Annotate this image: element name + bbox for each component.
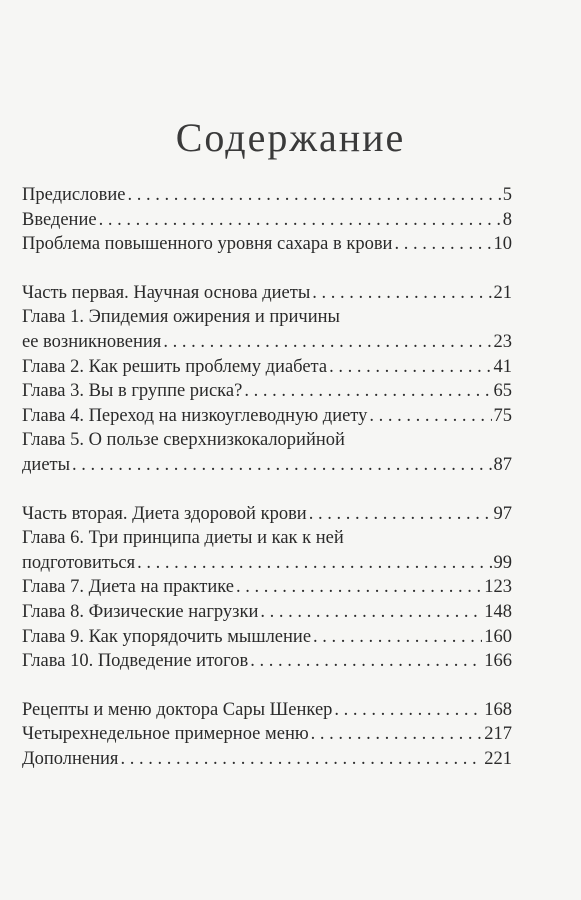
group-spacer: [22, 257, 512, 281]
toc-entry-first-line[interactable]: Глава 6. Три принципа диеты и как к ней: [22, 528, 344, 549]
toc-entry-page: 99: [493, 552, 512, 573]
toc-group: [22, 698, 512, 772]
toc-entry[interactable]: [22, 379, 512, 404]
toc-entry-page: 8: [502, 209, 512, 230]
toc-entry[interactable]: [22, 625, 512, 650]
toc-entry-page: 21: [493, 282, 512, 303]
toc-entry-first-line[interactable]: Глава 5. О пользе сверхнизкокалорийной: [22, 430, 345, 451]
toc-entry-first-line[interactable]: Глава 1. Эпидемия ожирения и причины: [22, 307, 340, 328]
toc-entry-label: Четырехнедельное примерное меню: [22, 724, 309, 745]
toc-entry-label: Глава 8. Физические нагрузки: [22, 601, 259, 622]
toc-entry[interactable]: [22, 698, 512, 723]
toc-entry-page: 23: [493, 331, 512, 352]
dot-leader: [244, 379, 491, 404]
toc-entry-page: 5: [502, 185, 512, 205]
toc-entry-page: 160: [484, 626, 512, 647]
toc-entry[interactable]: [22, 747, 512, 772]
toc-entry-page: 123: [484, 577, 512, 598]
toc-entry[interactable]: [22, 551, 512, 576]
toc-entry-label: Глава 7. Диета на практике: [22, 577, 235, 598]
dot-leader: [72, 453, 491, 478]
toc-entry[interactable]: [22, 502, 512, 527]
toc-entry-label: Часть вторая. Диета здоровой крови: [22, 503, 307, 524]
toc-entry-label: Глава 2. Как решить проблему диабета: [22, 356, 328, 377]
toc-entry-label: Глава 9. Как упорядочить мышление: [22, 626, 312, 647]
toc-group: [22, 281, 512, 478]
dot-leader: [309, 502, 492, 527]
toc-entry-page: 41: [493, 356, 512, 377]
toc-entry-label: Глава 4. Переход на низкоуглеводную диету: [22, 405, 368, 426]
toc-entry[interactable]: [22, 722, 512, 747]
toc-entry-label: Проблема повышенного уровня сахара в крови: [22, 234, 393, 255]
toc-entry-label: Предисловие: [22, 185, 126, 205]
toc-entry-label: подготовиться: [22, 552, 136, 573]
toc-group: [22, 183, 512, 257]
dot-leader: [329, 355, 491, 380]
page-title: Содержание: [175, 115, 406, 160]
dot-leader: [137, 551, 491, 576]
toc-group: [22, 502, 512, 674]
dot-leader: [313, 625, 482, 650]
toc-entry-page: 75: [493, 405, 512, 426]
toc-entry-label: Глава 3. Вы в группе риска?: [22, 381, 243, 402]
table-of-contents: [22, 183, 512, 771]
toc-entry[interactable]: [22, 208, 512, 233]
toc-entry-label: Глава 10. Подведение итогов: [22, 651, 249, 672]
toc-entry[interactable]: [22, 232, 512, 257]
group-spacer: [22, 674, 512, 698]
toc-entry-page: 65: [493, 381, 512, 402]
toc-entry[interactable]: [22, 281, 512, 306]
toc-entry[interactable]: [22, 649, 512, 674]
toc-entry-page: 10: [493, 234, 512, 255]
dot-leader: [250, 649, 482, 674]
toc-entry[interactable]: [22, 355, 512, 380]
toc-entry-label: Часть первая. Научная основа диеты: [22, 282, 311, 303]
dot-leader: [312, 281, 491, 306]
dot-leader: [99, 208, 501, 233]
toc-entry-page: 87: [493, 454, 512, 475]
toc-entry[interactable]: [22, 453, 512, 478]
toc-entry-page: 221: [484, 748, 512, 769]
dot-leader: [236, 575, 482, 600]
toc-entry-label: Введение: [22, 209, 97, 230]
dot-leader: [369, 404, 491, 429]
toc-entry-page: 166: [484, 651, 512, 672]
toc-entry-page: 97: [493, 503, 512, 524]
toc-entry[interactable]: [22, 330, 512, 355]
dot-leader: [394, 232, 491, 257]
toc-entry[interactable]: [22, 575, 512, 600]
toc-entry-page: 148: [484, 601, 512, 622]
toc-entry-label: Рецепты и меню доктора Сары Шенкер: [22, 699, 333, 720]
dot-leader: [334, 698, 482, 723]
toc-entry-label: ее возникновения: [22, 331, 162, 352]
toc-entry-label: Дополнения: [22, 748, 119, 769]
toc-entry[interactable]: [22, 600, 512, 625]
dot-leader: [120, 747, 482, 772]
toc-entry[interactable]: [22, 183, 512, 208]
dot-leader: [260, 600, 482, 625]
toc-entry[interactable]: [22, 404, 512, 429]
dot-leader: [127, 183, 500, 208]
dot-leader: [163, 330, 491, 355]
toc-entry-page: 217: [484, 724, 512, 745]
toc-entry-page: 168: [484, 699, 512, 720]
group-spacer: [22, 478, 512, 502]
toc-entry-label: диеты: [22, 454, 71, 475]
dot-leader: [311, 722, 483, 747]
